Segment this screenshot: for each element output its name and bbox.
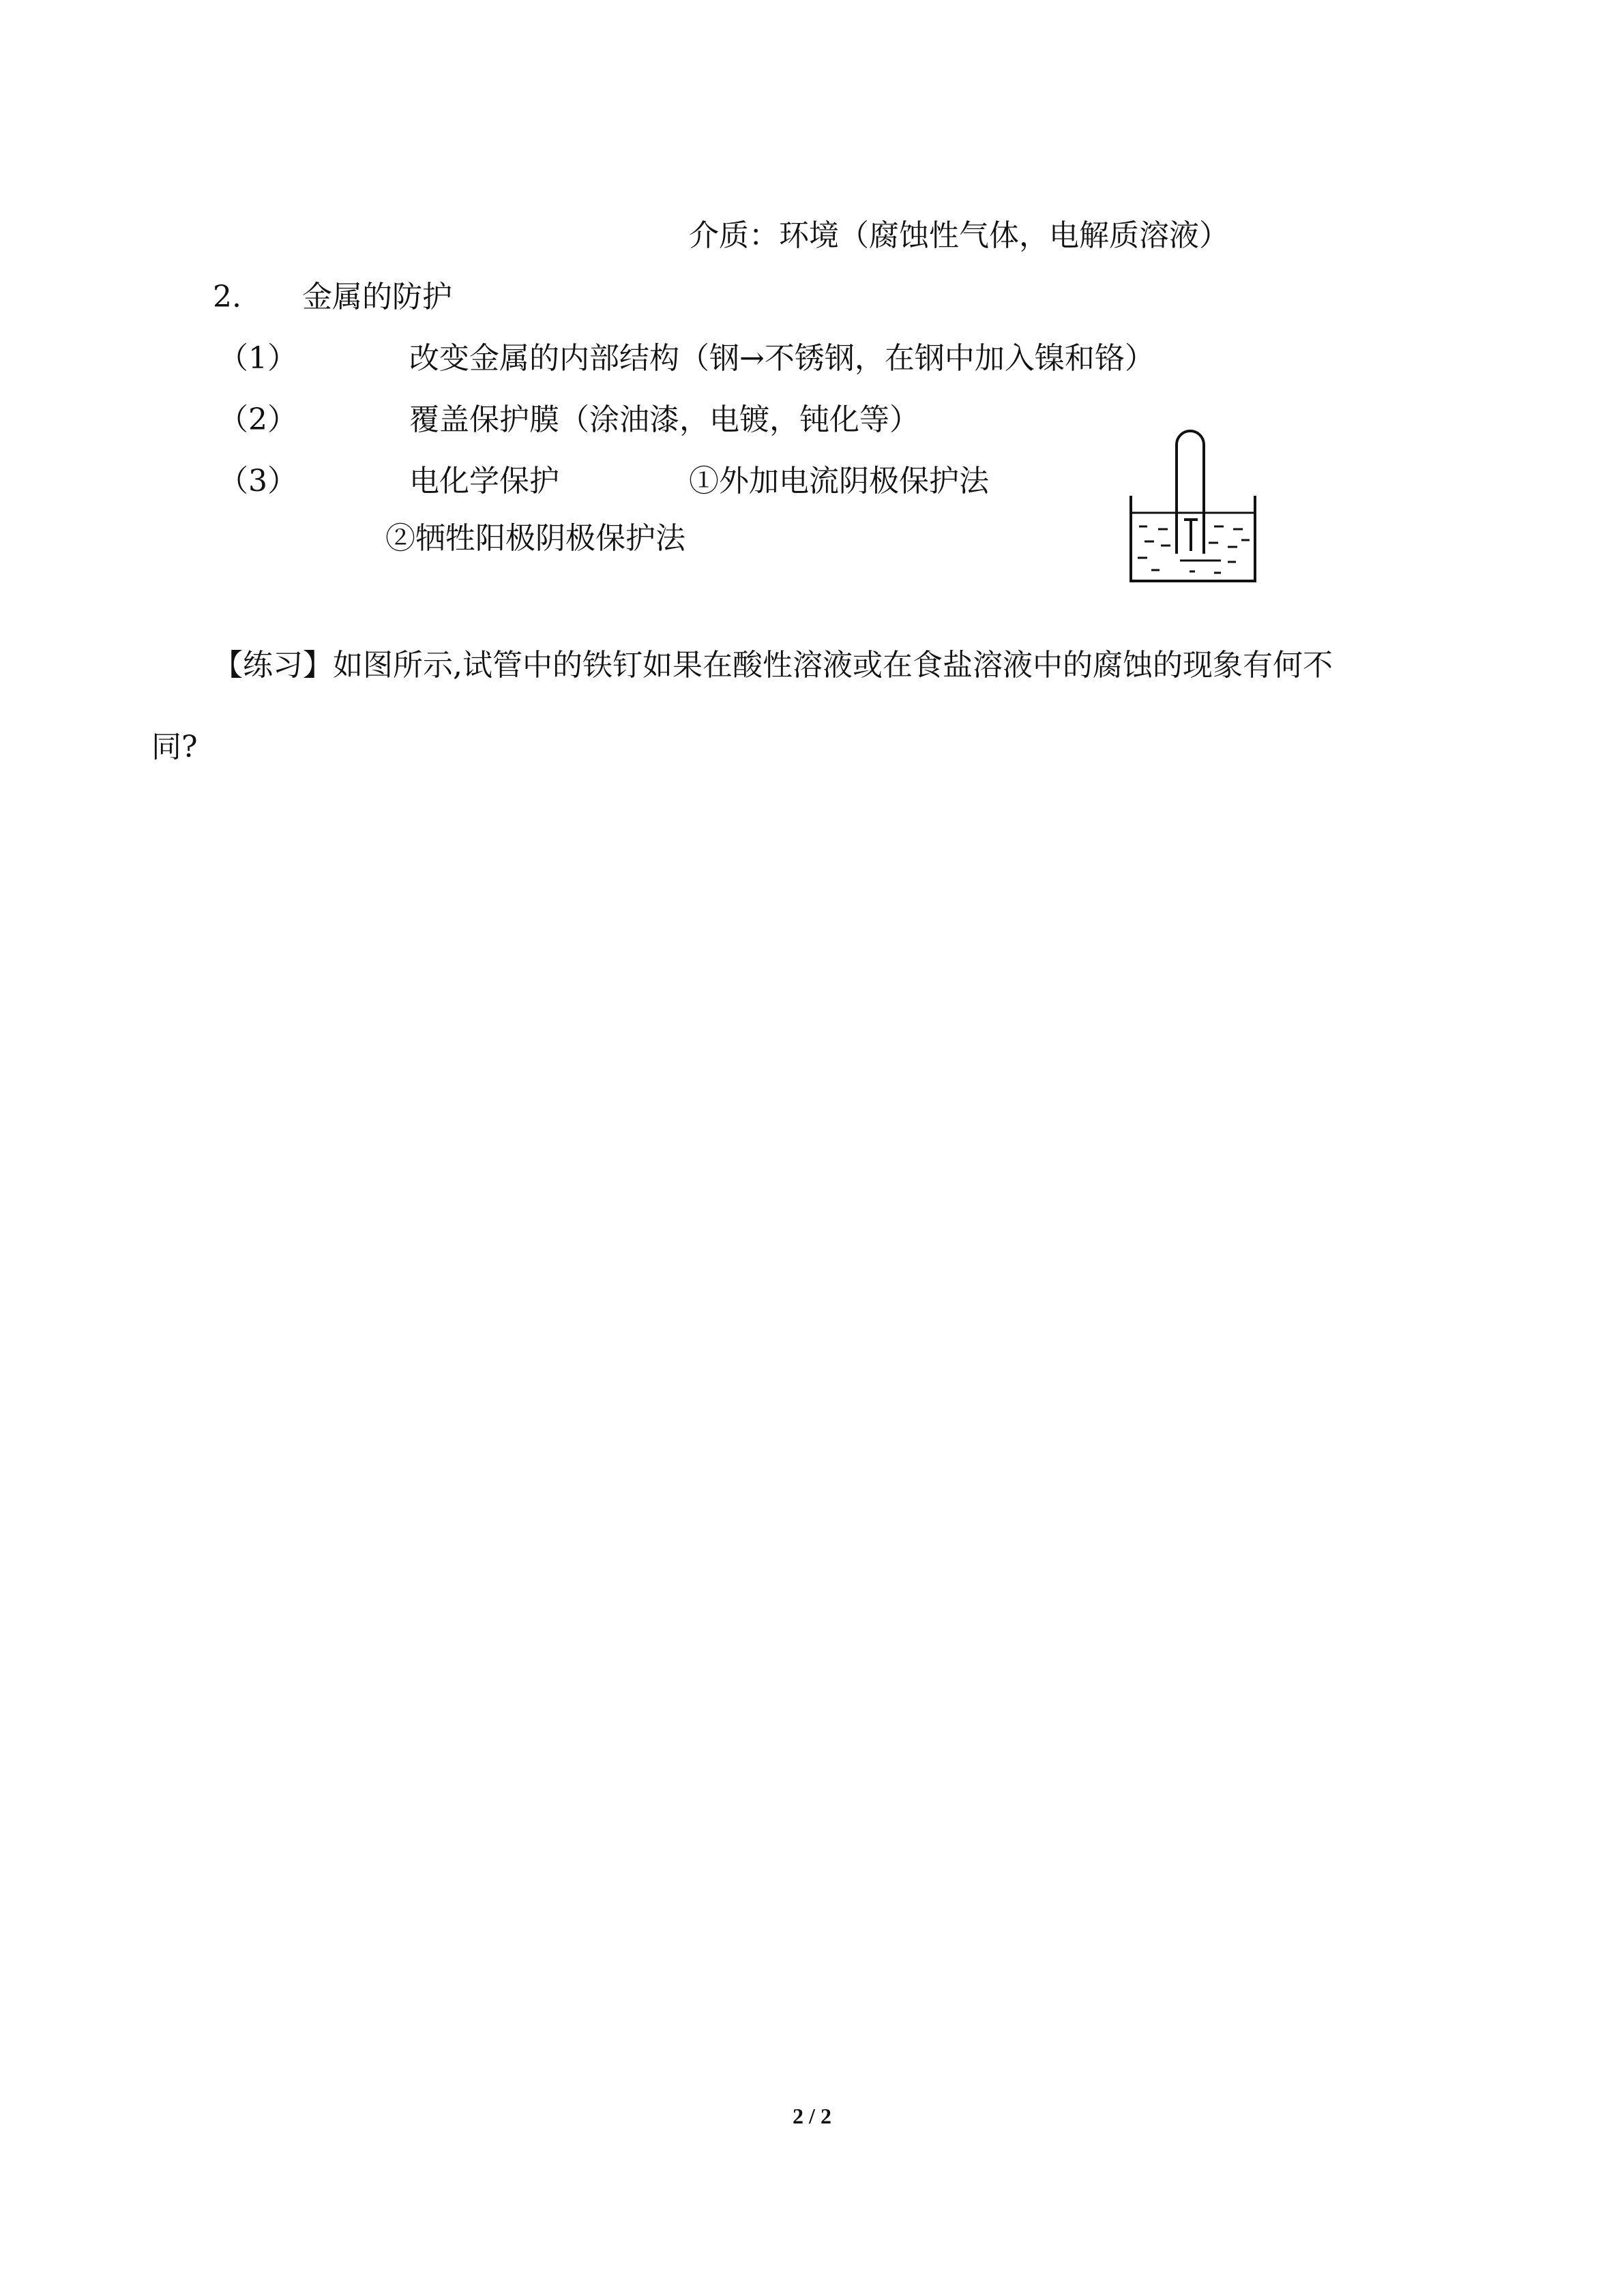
item-2-number: （2） (218, 402, 297, 437)
test-tube-diagram (1119, 417, 1265, 588)
page-number: 2 / 2 (793, 2104, 831, 2128)
item-2-text: 覆盖保护膜（涂油漆，电镀，钝化等） (409, 402, 919, 437)
section-2-title: 金属的防护 (302, 280, 452, 314)
exercise-line-2: 同? (151, 730, 198, 764)
beaker-outline (1131, 496, 1255, 581)
liquid-dashes (1138, 526, 1250, 573)
item-3-number: （3） (218, 464, 297, 498)
item-3-method-2: ②牺牲阳极阴极保护法 (385, 521, 685, 556)
item-3-method-1: ①外加电流阴极保护法 (689, 464, 989, 498)
item-1-text: 改变金属的内部结构（钢→不锈钢，在钢中加入镍和铬） (409, 341, 1155, 376)
section-2-number: 2. (213, 280, 241, 314)
item-1-number: （1） (218, 341, 297, 376)
medium-line: 介质：环境（腐蚀性气体，电解质溶液） (689, 218, 1229, 253)
exercise-line-1: 【练习】如图所示,试管中的铁钉如果在酸性溶液或在食盐溶液中的腐蚀的现象有何不 (213, 648, 1333, 683)
item-3-text: 电化学保护 (409, 464, 559, 498)
